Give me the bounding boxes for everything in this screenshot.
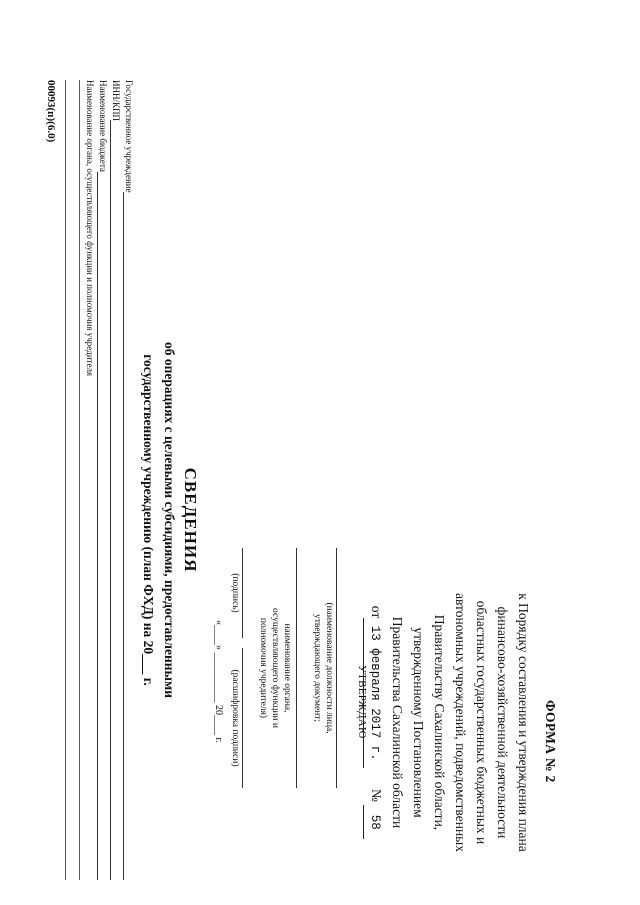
order-line: финансово-хозяйственной деятельности — [495, 606, 510, 839]
document-title — [138, 260, 200, 780]
order-line: утвержденному Постановлением — [411, 627, 426, 818]
info-fields — [83, 80, 135, 376]
order-date: 13 февраля 2017 г. — [363, 618, 385, 768]
order-number-label: № — [369, 788, 384, 802]
organ-caption: наименование органа, осуществляющего функции и полномочия учредителя) — [258, 608, 292, 728]
form-code: 00093(п)(6.0) — [45, 80, 57, 143]
title-main: СВЕДЕНИЯ — [181, 467, 200, 573]
position-line — [336, 548, 337, 788]
order-line: к Порядку составления и утверждения плана — [516, 593, 531, 852]
title-subtitle-1: об операциях с целевыми субсидиями, предоставленными — [162, 341, 177, 699]
order-line: Правительству Сахалинской области, — [432, 614, 447, 831]
title-subtitle-2: государственному учреждению (план ФХД) на 20___ г. — [141, 354, 156, 686]
organ-line — [296, 548, 297, 788]
field-budget: Наименование бюджета — [96, 80, 109, 376]
signature-caption: (подпись) — [230, 573, 240, 613]
decode-line — [242, 648, 243, 788]
decode-caption: (расшифровка подписи) — [230, 669, 240, 767]
order-line: Правительства Сахалинской области — [390, 616, 405, 829]
order-number: 58 — [363, 805, 385, 839]
position-caption: (наименование должности лица, утверждающего документ; — [312, 602, 334, 734]
field-founder-organ: Наименование органа, осуществляющего функции и полномочия учредителя — [85, 80, 95, 377]
form-number: ФОРМА № 2 — [543, 700, 558, 783]
approval-date: «____» __________ 20____ г. — [213, 620, 224, 743]
order-line: областных государственных бюджетных и — [474, 600, 489, 845]
order-line: автономных учреждений, подведомственных — [453, 593, 468, 852]
divider-line — [65, 80, 66, 880]
divider-line — [79, 80, 80, 880]
order-reference — [363, 550, 534, 895]
field-inn-kpp: ИНН/КПП — [109, 80, 122, 376]
order-date-prefix: от — [369, 605, 384, 619]
field-institution: Государственное учреждение — [122, 80, 135, 376]
approval-title: УТВЕРЖДАЮ — [356, 665, 368, 739]
signature-line — [242, 548, 243, 638]
